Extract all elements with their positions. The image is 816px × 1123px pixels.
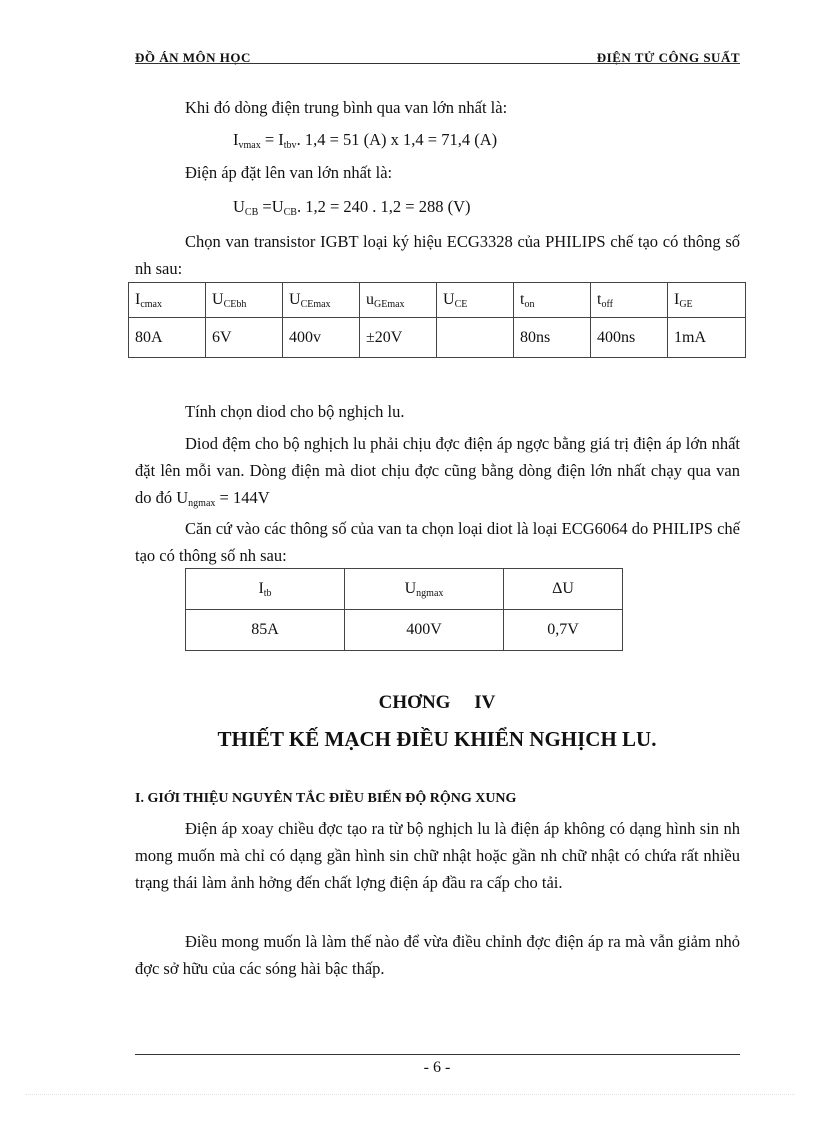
footer-rule: [135, 1054, 740, 1055]
header-rule: [135, 63, 740, 64]
page-bottom-divider: [25, 1094, 795, 1095]
table-cell: 400v: [283, 318, 360, 358]
paragraph-2: Điện áp đặt lên van lớn nhất là:: [185, 163, 393, 182]
table-header-cell: $U_{ngmax}$: [345, 569, 504, 610]
table-cell: ±20V: [360, 318, 437, 358]
paragraph-7: Điện áp xoay chiều đợc tạo ra từ bộ nghịch lu là điện áp không có dạng hình sin nh mong muốn mà chỉ có dạng gần hình sin chữ nhật hoặc gần nh chữ nhật có chứa rất nhiều trạng thái làm ảnh hởng đến chất lợng điện áp đầu ra cấp cho tải.: [135, 819, 740, 892]
equation-1: $I_{vmax} = I_{tbv}$. 1,4 = 51 (A) x 1,4 = 71,4 (A): [233, 130, 498, 151]
diode-spec-table: [185, 568, 623, 651]
table-row: [186, 610, 623, 651]
table-header-cell: $I_{GE}$: [668, 283, 746, 318]
table-header-cell: ΔU: [504, 569, 623, 610]
paragraph-5: Diod đệm cho bộ nghịch lu phải chịu đợc điện áp ngợc bằng giá trị điện áp lớn nhất đặt lên mỗi van. Dòng điện mà diot chịu đợc cũng bằng dòng điện lớn nhất chạy qua van do đó $U_{ngmax} = 144V$: [135, 434, 740, 509]
table-cell: 1mA: [668, 318, 746, 358]
header-right: ĐIỆN TỬ CÔNG SUẤT: [596, 50, 740, 65]
table-header-cell: $u_{GEmax}$: [360, 283, 437, 318]
table-header-row: [186, 569, 623, 610]
table-header-row: [129, 283, 746, 318]
chapter-title: THIẾT KẾ MẠCH ĐIỀU KHIỂN NGHỊCH LU.: [217, 727, 657, 751]
paragraph-3: Chọn van transistor IGBT loại ký hiệu ECG3328 của PHILIPS chế tạo có thông số nh sau:: [135, 232, 740, 278]
table-cell: 80A: [129, 318, 206, 358]
table-row: [129, 318, 746, 358]
table-header-cell: $U_{CE}$: [437, 283, 514, 318]
table-cell: 0,7V: [504, 610, 623, 651]
table-cell: 80ns: [514, 318, 591, 358]
table-cell: 400ns: [591, 318, 668, 358]
paragraph-1: Khi đó dòng điện trung bình qua van lớn nhất là:: [185, 98, 508, 117]
table-header-cell: $U_{CEmax}$: [283, 283, 360, 318]
table-cell: [437, 318, 514, 358]
paragraph-4: Tính chọn diod cho bộ nghịch lu.: [185, 402, 405, 421]
equation-2: $U_{CB} =U_{CB}$. 1,2 = 240 . 1,2 = 288 (V): [233, 197, 471, 218]
table-header-cell: $I_{tb}$: [186, 569, 345, 610]
page-number: - 6 -: [423, 1059, 451, 1076]
section-heading: I. GIỚI THIỆU NGUYÊN TẮC ĐIỀU BIẾN ĐỘ RỘNG XUNG: [135, 791, 517, 806]
table-header-cell: $I_{cmax}$: [129, 283, 206, 318]
table-cell: 400V: [345, 610, 504, 651]
chapter-heading: CHƠNG IV: [378, 692, 496, 713]
table-header-cell: $t_{on}$: [514, 283, 591, 318]
paragraph-6: Căn cứ vào các thông số của van ta chọn loại diot là loại ECG6064 do PHILIPS chế tạo có thông số nh sau:: [135, 519, 740, 565]
igbt-spec-table: [128, 282, 746, 358]
table-cell: 85A: [186, 610, 345, 651]
table-header-cell: $U_{CEbh}$: [206, 283, 283, 318]
table-cell: 6V: [206, 318, 283, 358]
header-left: ĐỒ ÁN MÔN HỌC: [135, 50, 251, 65]
paragraph-8: Điều mong muốn là làm thế nào để vừa điều chỉnh đợc điện áp ra mà vẫn giảm nhỏ đợc sở hữu của các sóng hài bậc thấp.: [135, 932, 740, 978]
table-header-cell: $t_{off}$: [591, 283, 668, 318]
